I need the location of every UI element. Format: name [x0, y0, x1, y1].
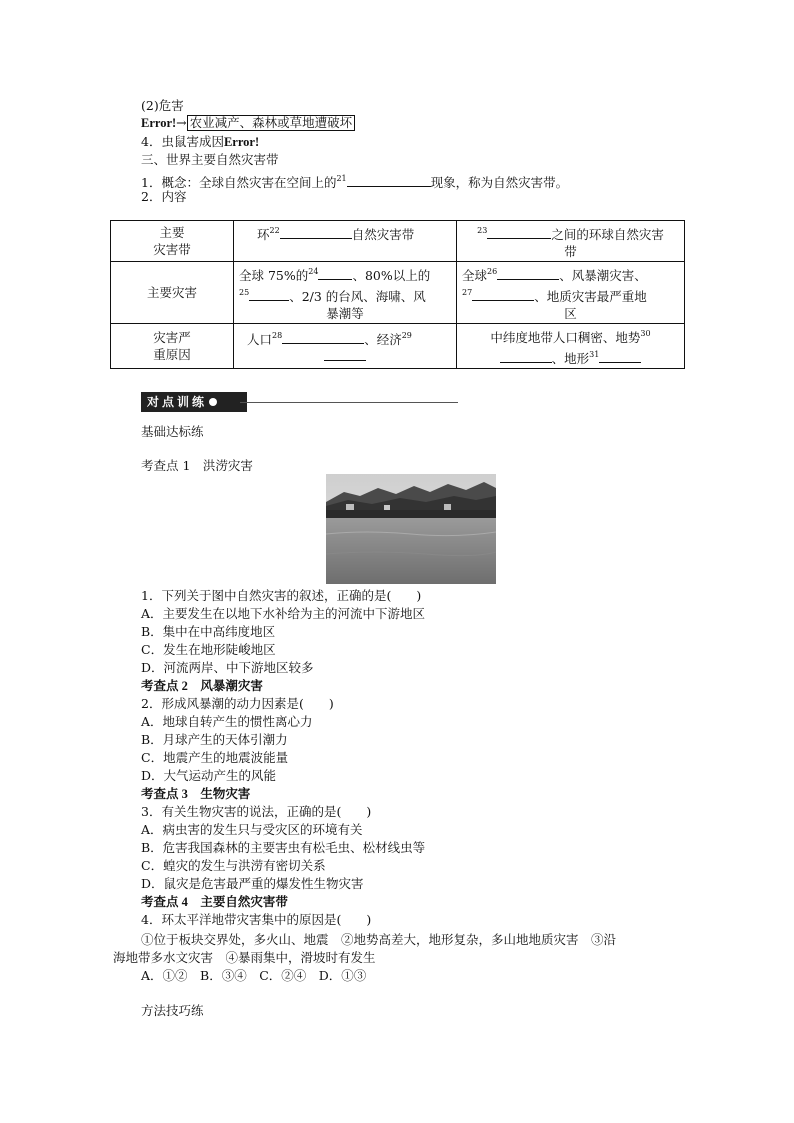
content-heading: 2．内容: [141, 189, 187, 204]
blank-24: [318, 267, 352, 280]
cell-belt-2: $^{23}$ 之间的环球自然灾害 带: [457, 221, 685, 262]
belt-heading: 三、世界主要自然灾害带: [141, 152, 279, 167]
blank-number-23: 23: [477, 226, 488, 235]
blank-22: [280, 226, 352, 239]
q1-option-b: B．集中在中高纬度地区: [141, 624, 276, 639]
q3-option-a: A．病虫害的发生只与受灾区的环境有关: [141, 822, 363, 837]
q3-option-c: C．蝗灾的发生与洪涝有密切关系: [141, 858, 326, 873]
blank-number-21: 21: [336, 174, 347, 183]
table-row: [111, 262, 685, 324]
topic-belts: 考查点 4 主要自然灾害带: [141, 895, 288, 909]
q4-statement-1: ①位于板块交界处，多火山、地震 ②地势高差大，地形复杂，多山地地质灾害 ③沿: [141, 932, 617, 947]
row-header-causes: 灾害严 重原因: [111, 324, 234, 369]
arrow-icon: →: [176, 115, 187, 130]
blank-25: [249, 288, 289, 301]
blank-23: [487, 226, 551, 239]
cell-disasters-2: 全球$^{26}$ 、风暴潮灾害、 $^{27}$ 、地质灾害最严重地 区: [457, 262, 685, 324]
concept-text-a: 1．概念：全球自然灾害在空间上的: [141, 175, 337, 190]
blank-number-31: 31: [589, 350, 600, 359]
q1-option-c: C．发生在地形陡峻地区: [141, 642, 276, 657]
blank-number-28: 28: [272, 331, 283, 340]
flood-photo: [326, 474, 496, 584]
practice-banner: [141, 392, 247, 412]
disaster-belt-table: [110, 220, 685, 369]
banner-divider: [240, 402, 458, 403]
blank-28: [282, 331, 364, 344]
blank-number-25: 25: [239, 288, 250, 297]
q3-option-b: B．危害我国森林的主要害虫有松毛虫、松材线虫等: [141, 840, 426, 855]
blank-31: [599, 350, 641, 363]
q1-option-d: D．河流两岸、中下游地区较多: [141, 660, 314, 675]
q4-options: A．①② B．③④ C．②④ D．①③: [141, 968, 367, 983]
q2-option-d: D．大气运动产生的风能: [141, 768, 277, 783]
harm-heading: (2)危害: [141, 98, 184, 113]
q3-option-d: D．鼠灾是危害最严重的爆发性生物灾害: [141, 876, 364, 891]
blank-number-24: 24: [308, 267, 319, 276]
item4-error: Error!: [223, 135, 260, 149]
cell-belt-1: 环$^{22}$ 自然灾害带: [234, 221, 457, 262]
harm-box: 农业减产、森林或草地遭破坏: [187, 115, 356, 131]
q4-statement-2: 海地带多水文灾害 ④暴雨集中，滑坡时有发生: [113, 950, 376, 965]
question-2: 2．形成风暴潮的动力因素是( ): [141, 696, 334, 711]
table-row: [111, 324, 685, 369]
row-header-belt: 主要 灾害带: [111, 221, 234, 262]
q1-option-a: A．主要发生在以地下水补给为主的河流中下游地区: [141, 606, 426, 621]
blank-number-27: 27: [462, 288, 473, 297]
row-header-disasters: 主要灾害: [111, 262, 234, 324]
question-1: 1．下列关于图中自然灾害的叙述，正确的是( ): [141, 588, 422, 603]
topic-biological: 考查点 3 生物灾害: [141, 787, 251, 801]
error-label: Error!: [141, 116, 177, 130]
blank-26: [497, 267, 559, 280]
cell-causes-1: 人口$^{28}$ 、经济$^{29}$: [234, 324, 457, 369]
method-heading: 方法技巧练: [141, 1003, 204, 1018]
topic-flood: 考查点 1 洪涝灾害: [141, 458, 253, 473]
concept-line: [141, 171, 568, 191]
flood-photo-graphic: [326, 474, 496, 584]
error-flow-line: [141, 115, 355, 131]
blank-number-30: 30: [640, 329, 651, 338]
q2-option-a: A．地球自转产生的惯性离心力: [141, 714, 313, 729]
q2-option-b: B．月球产生的天体引潮力: [141, 732, 288, 747]
banner-text: 对点训练: [147, 395, 208, 409]
blank-29: [324, 348, 366, 361]
blank-27: [472, 288, 534, 301]
topic-storm-surge: 考查点 2 风暴潮灾害: [141, 679, 263, 693]
cell-causes-2: 中纬度地带人口稠密、地势$^{30}$ 、地形$^{31}$: [457, 324, 685, 369]
q2-option-c: C．地震产生的地震波能量: [141, 750, 289, 765]
basic-heading: 基础达标练: [141, 424, 204, 439]
concept-text-b: 现象，称为自然灾害带。: [430, 175, 569, 190]
blank-number-22: 22: [269, 226, 280, 235]
blank-30: [500, 350, 552, 363]
question-3: 3．有关生物灾害的说法，正确的是( ): [141, 804, 372, 819]
table-row: [111, 221, 685, 262]
blank-number-26: 26: [487, 267, 498, 276]
blank-number-29: 29: [401, 331, 412, 340]
question-4: 4．环太平洋地带灾害集中的原因是( ): [141, 912, 372, 927]
item4-text: 4．虫鼠害成因: [141, 134, 224, 149]
item4-line: [141, 134, 259, 150]
cell-disasters-1: 全球 75%的$^{24}$ 、80%以上的 $^{25}$ 、2/3 的台风、海啸、风 暴潮等: [234, 262, 457, 324]
dot-icon: [209, 398, 217, 406]
blank-21: [347, 174, 431, 187]
